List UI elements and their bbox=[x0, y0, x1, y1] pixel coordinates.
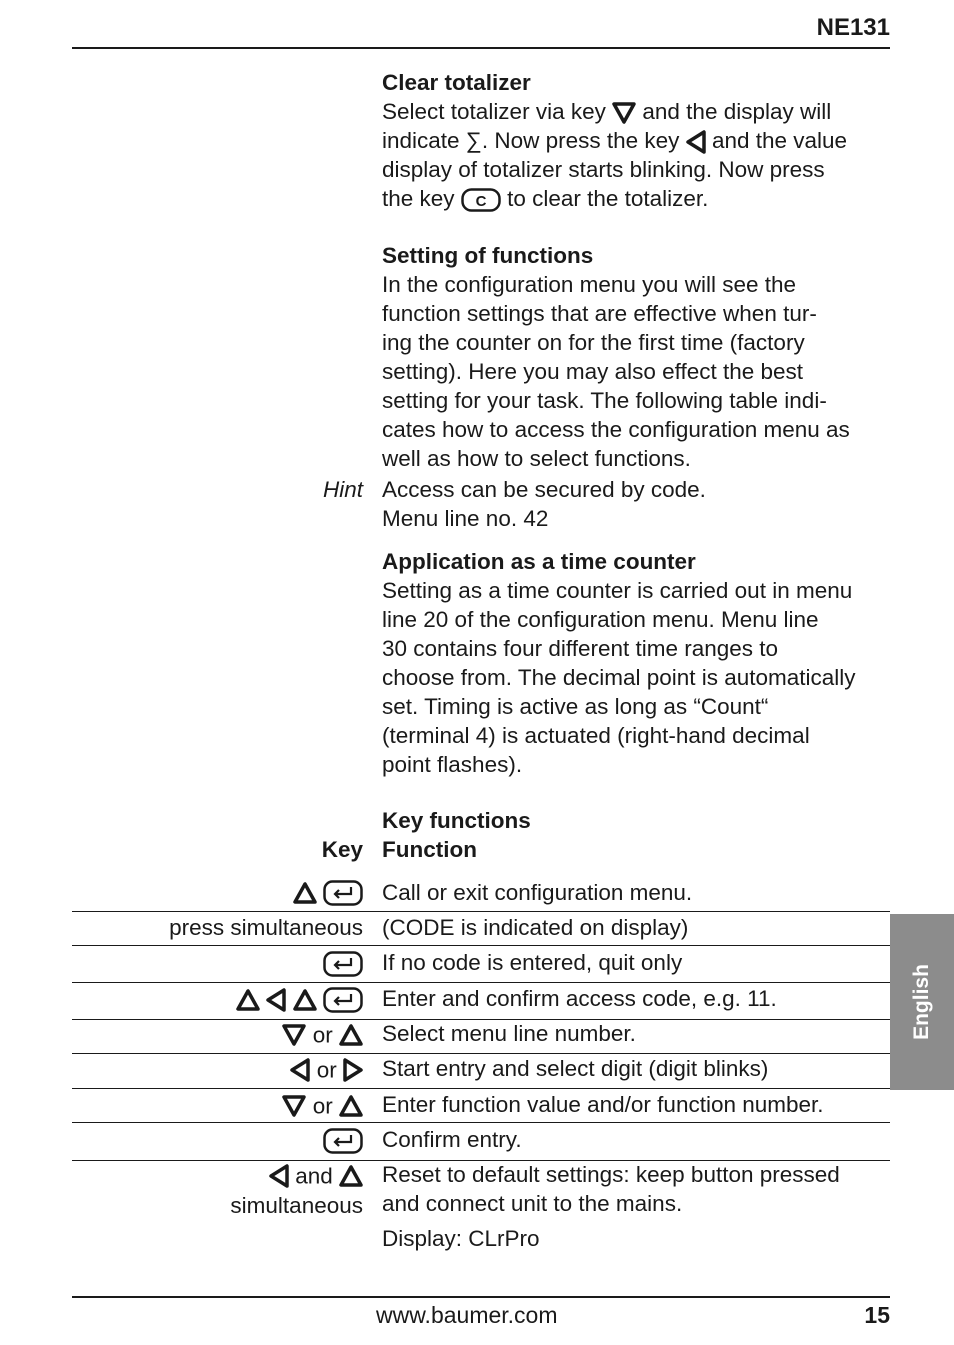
up-triangle-key-icon bbox=[236, 989, 260, 1011]
time-counter-line: (terminal 4) is actuated (right-hand decimal bbox=[382, 723, 810, 748]
clear-totalizer-line-1: Select totalizer via key and the display will bbox=[382, 99, 832, 124]
time-counter-line: line 20 of the configuration menu. Menu line bbox=[382, 607, 819, 632]
time-counter-line: 30 contains four different time ranges to bbox=[382, 636, 779, 661]
setting-functions-line: setting for your task. The following table indi- bbox=[382, 388, 827, 413]
table-row-divider bbox=[72, 1122, 890, 1123]
table-row-function: Confirm entry. bbox=[382, 1127, 522, 1152]
time-counter-line: set. Timing is active as long as “Count“ bbox=[382, 694, 769, 719]
setting-functions-line: well as how to select functions. bbox=[382, 446, 691, 471]
time-counter-title: Application as a time counter bbox=[382, 549, 696, 574]
document-model-number: NE131 bbox=[816, 14, 890, 41]
table-row-function: Call or exit configuration menu. bbox=[382, 880, 693, 905]
hint-label: Hint bbox=[322, 477, 363, 502]
enter-key-icon bbox=[323, 880, 363, 906]
table-row-key bbox=[293, 877, 363, 906]
table-row-function: Reset to default settings: keep button pressed and connect unit to the mains. Display: CLrPro bbox=[382, 1162, 840, 1251]
hint-line: Menu line no. 42 bbox=[382, 506, 549, 531]
left-triangle-key-icon bbox=[269, 1164, 289, 1188]
setting-functions-section bbox=[382, 241, 882, 473]
table-row-divider bbox=[72, 945, 890, 946]
setting-functions-title: Setting of functions bbox=[382, 243, 594, 268]
svg-text:C: C bbox=[475, 193, 487, 211]
setting-functions-line: ing the counter on for the first time (factory bbox=[382, 330, 805, 355]
table-row-divider bbox=[72, 911, 890, 912]
left-triangle-key-icon bbox=[266, 988, 286, 1012]
left-triangle-key-icon bbox=[686, 130, 706, 154]
key-functions-title-block bbox=[382, 806, 882, 864]
table-row-function: (CODE is indicated on display) bbox=[382, 915, 689, 940]
time-counter-line: choose from. The decimal point is automatically bbox=[382, 665, 856, 690]
table-row-key bbox=[323, 1125, 363, 1154]
setting-functions-line: In the configuration menu you will see the bbox=[382, 272, 796, 297]
setting-functions-line: setting). Here you may also effect the best bbox=[382, 359, 804, 384]
clear-totalizer-section bbox=[382, 68, 882, 213]
table-row-function: If no code is entered, quit only bbox=[382, 950, 683, 975]
clear-totalizer-title: Clear totalizer bbox=[382, 70, 531, 95]
setting-functions-line: function settings that are effective when tur- bbox=[382, 301, 817, 326]
footer-website-url: www.baumer.com bbox=[376, 1302, 558, 1328]
up-triangle-key-icon bbox=[339, 1024, 363, 1046]
clear-totalizer-line-3: display of totalizer starts blinking. Now press bbox=[382, 157, 825, 182]
down-triangle-key-icon bbox=[282, 1095, 306, 1117]
up-triangle-key-icon bbox=[339, 1095, 363, 1117]
table-row-key: or bbox=[282, 1090, 363, 1121]
language-tab-label: English bbox=[910, 964, 933, 1040]
down-triangle-key-icon bbox=[612, 102, 636, 124]
table-row-divider bbox=[72, 1088, 890, 1089]
time-counter-section bbox=[382, 547, 882, 779]
table-row-function: Start entry and select digit (digit blinks) bbox=[382, 1056, 769, 1081]
key-functions-title: Key functions bbox=[382, 808, 531, 833]
up-triangle-key-icon bbox=[293, 882, 317, 904]
footer-rule bbox=[72, 1296, 890, 1298]
clear-totalizer-line-2: indicate ∑. Now press the key and the value bbox=[382, 128, 848, 153]
time-counter-line: point flashes). bbox=[382, 752, 523, 777]
down-triangle-key-icon bbox=[282, 1024, 306, 1046]
table-row-key: or bbox=[282, 1019, 363, 1050]
hint-text bbox=[382, 475, 882, 533]
table-row-function: Select menu line number. bbox=[382, 1021, 636, 1046]
page-number: 15 bbox=[864, 1302, 890, 1328]
table-row-key: and simultaneous bbox=[230, 1163, 363, 1218]
left-triangle-key-icon bbox=[290, 1058, 310, 1082]
table-row-divider bbox=[72, 982, 890, 983]
header-rule bbox=[72, 47, 890, 49]
table-row-key bbox=[236, 984, 363, 1013]
hint-line: Access can be secured by code. bbox=[382, 477, 706, 502]
setting-functions-line: cates how to access the configuration menu as bbox=[382, 417, 850, 442]
enter-key-icon bbox=[323, 1128, 363, 1154]
language-tab bbox=[890, 914, 954, 1090]
table-row-function: Enter function value and/or function number. bbox=[382, 1092, 824, 1117]
right-triangle-key-icon bbox=[343, 1058, 363, 1082]
time-counter-line: Setting as a time counter is carried out in menu bbox=[382, 578, 853, 603]
table-row-key: press simultaneous bbox=[169, 915, 363, 940]
table-row-function: Enter and confirm access code, e.g. 11. bbox=[382, 986, 777, 1011]
enter-key-icon bbox=[323, 987, 363, 1013]
clear-totalizer-line-4: the key C to clear the totalizer. bbox=[382, 186, 709, 211]
c-key-icon bbox=[461, 188, 501, 212]
up-triangle-key-icon bbox=[339, 1165, 363, 1187]
table-row-key: or bbox=[290, 1054, 363, 1085]
enter-key-icon bbox=[323, 951, 363, 977]
column-header-key: Key bbox=[321, 837, 363, 862]
up-triangle-key-icon bbox=[293, 989, 317, 1011]
column-header-function: Function bbox=[382, 837, 477, 862]
table-row-key bbox=[323, 948, 363, 977]
